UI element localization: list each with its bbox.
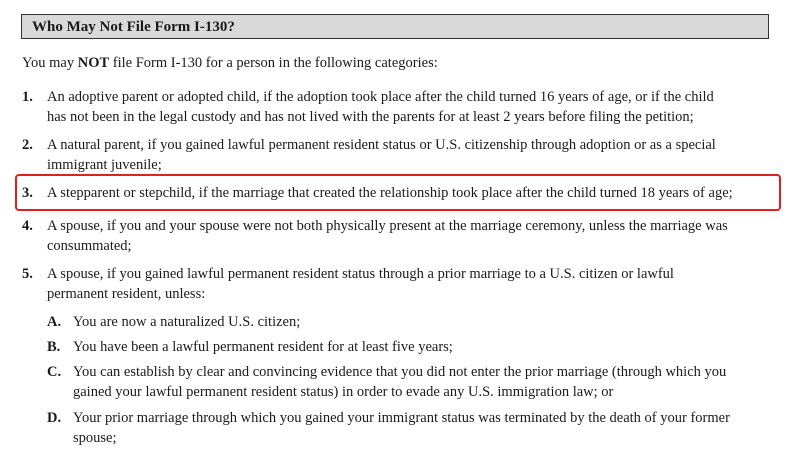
item-number: 2. bbox=[22, 137, 33, 153]
intro-emphasis: NOT bbox=[77, 55, 110, 71]
subitem-letter: C. bbox=[47, 364, 62, 380]
section-title: Who May Not File Form I-130? bbox=[32, 19, 235, 35]
subitem-d bbox=[73, 408, 730, 448]
subitem-line: spouse; bbox=[73, 430, 117, 446]
subitem-line: You have been a lawful permanent resident for at least five years; bbox=[73, 339, 453, 355]
subitem-b bbox=[73, 337, 453, 357]
subitem-line: Your prior marriage through which you gained your immigrant status was terminated by the death of your former bbox=[73, 410, 730, 426]
list-item-5 bbox=[47, 264, 777, 304]
list-item-4 bbox=[47, 216, 777, 256]
subitem-c bbox=[73, 362, 726, 402]
item-line: A spouse, if you gained lawful permanent resident status through a prior marriage to a U.S. citizen or lawful bbox=[47, 266, 674, 282]
list-item-3 bbox=[47, 183, 777, 203]
subitem-a bbox=[73, 312, 300, 332]
item-line: A natural parent, if you gained lawful permanent resident status or U.S. citizenship through adoption or as a special bbox=[47, 137, 716, 153]
item-number: 1. bbox=[22, 89, 33, 105]
item-number: 3. bbox=[22, 185, 33, 201]
subitem-letter: A. bbox=[47, 314, 62, 330]
subitem-line: You can establish by clear and convincing evidence that you did not enter the prior marriage (through which you bbox=[73, 364, 727, 380]
section-header bbox=[21, 14, 769, 39]
list-item-2 bbox=[47, 135, 777, 175]
item-line: consummated; bbox=[47, 238, 132, 254]
item-line: immigrant juvenile; bbox=[47, 157, 162, 173]
item-line: A stepparent or stepchild, if the marriage that created the relationship took place after the child turned 18 years of age; bbox=[47, 185, 733, 201]
subitem-letter: D. bbox=[47, 410, 62, 426]
intro-suffix: file Form I-130 for a person in the following categories: bbox=[109, 55, 438, 71]
item-line: has not been in the legal custody and has not lived with the parents for at least 2 years before filing the petition; bbox=[47, 109, 694, 125]
intro-prefix: You may bbox=[22, 55, 78, 71]
list-item-1 bbox=[47, 87, 777, 127]
item-line: permanent resident, unless: bbox=[47, 286, 206, 302]
intro-paragraph bbox=[22, 54, 438, 73]
item-line: An adoptive parent or adopted child, if the adoption took place after the child turned 16 years of age, or if the child bbox=[47, 89, 714, 105]
item-number: 5. bbox=[22, 266, 33, 282]
item-number: 4. bbox=[22, 218, 33, 234]
subitem-letter: B. bbox=[47, 339, 61, 355]
subitem-line: You are now a naturalized U.S. citizen; bbox=[73, 314, 301, 330]
item-line: A spouse, if you and your spouse were not both physically present at the marriage ceremony, unless the marriage was bbox=[47, 218, 728, 234]
subitem-line: gained your lawful permanent resident status) in order to evade any U.S. immigration law; or bbox=[73, 384, 614, 400]
